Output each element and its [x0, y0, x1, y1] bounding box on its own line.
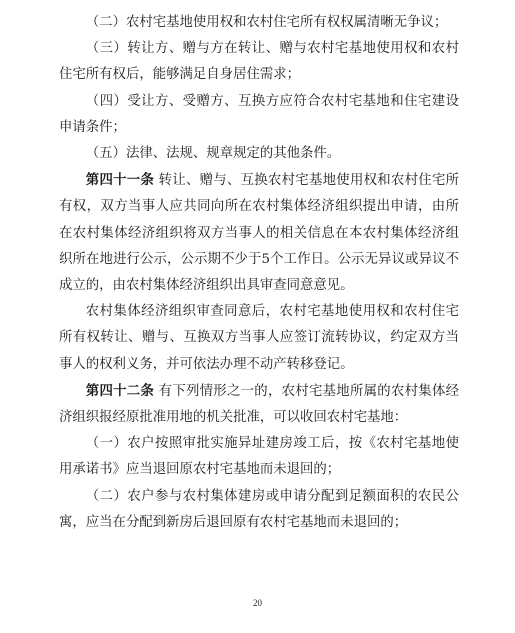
article-text: 转让、赠与、互换农村宅基地使用权和农村住宅所有权，双方当事人应共同向所在农村集体经济组织提出申请，由所在农村集体经济组织将双方当事人的相关信息在本农村集体经济组织所在地进行公示，公示期不少于5个工作日。公示无异议或异议不成立的，由农村集体经济组织出具审查同意意见。 [59, 173, 459, 294]
clause-text: （二）农户参与农村集体建房或申请分配到足额面积的农民公寓，应当在分配到新房后退回原有农村宅基地而未退回的； [59, 488, 459, 530]
clause-text: （四）受让方、受赠方、互换方应符合农村宅基地和住宅建设申请条件； [59, 93, 459, 135]
clause-text: （三）转让方、赠与方在转让、赠与农村宅基地使用权和农村住宅所有权后，能够满足自身居住需求； [59, 41, 459, 83]
clause-5 [59, 141, 459, 167]
clause-4 [59, 89, 459, 141]
clause-text: （五）法律、法规、规章规定的其他条件。 [85, 146, 341, 162]
clause-text: （一）农户按照审批实施异址建房竣工后，按《农村宅基地使用承诺书》应当退回原农村宅基地而未退回的； [59, 436, 459, 478]
article-text: 有下列情形之一的，农村宅基地所属的农村集体经济组织报经原批准用地的机关批准，可以收回农村宅基地： [59, 383, 459, 426]
clause-text: （二）农村宅基地使用权和农村住宅所有权权属清晰无争议； [85, 15, 448, 30]
article-text: 农村集体经济组织审查同意后，农村宅基地使用权和农村住宅所有权转让、赠与、互换双方当事人应签订流转协议，约定双方当事人的权利义务，并可依法办理不动产转移登记。 [59, 304, 459, 372]
article-41 [59, 167, 459, 299]
page-number: 20 [253, 598, 262, 608]
article-42-item-1 [59, 431, 459, 483]
article-heading: 第四十二条 [85, 382, 155, 399]
document-body [59, 10, 459, 536]
clause-3 [59, 36, 459, 88]
article-41-paragraph-2 [59, 299, 459, 378]
article-42 [59, 378, 459, 431]
article-42-item-2 [59, 484, 459, 536]
clause-2 [59, 10, 459, 36]
article-heading: 第四十一条 [85, 172, 155, 189]
